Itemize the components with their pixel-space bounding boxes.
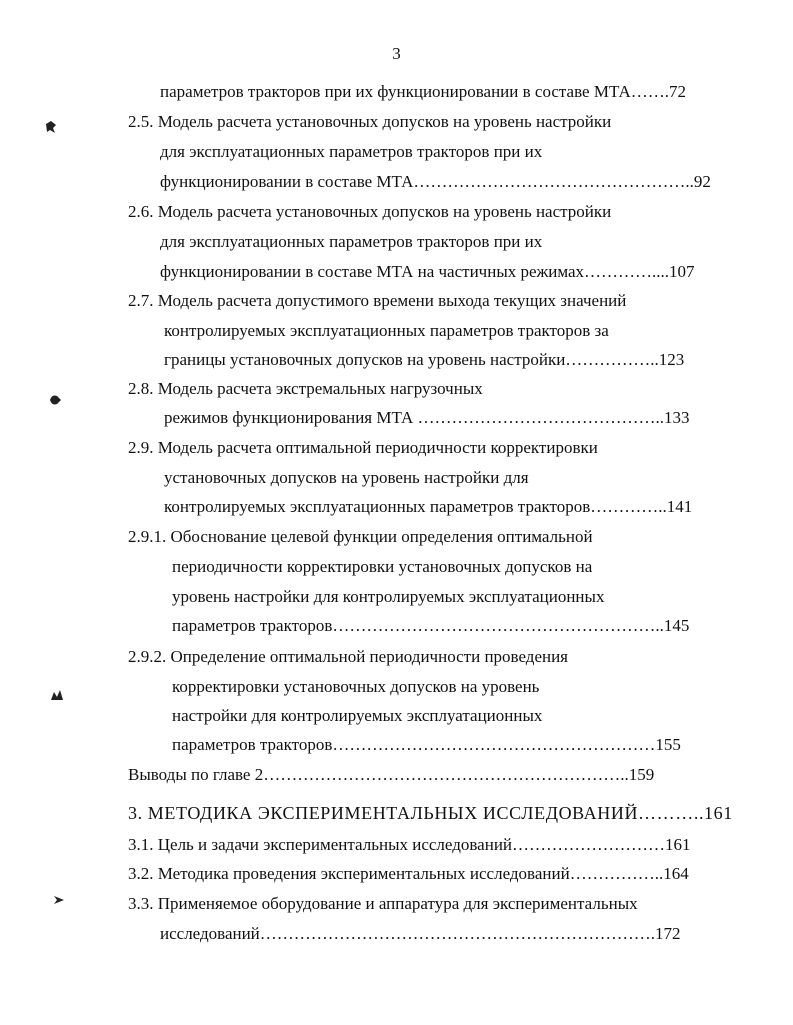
toc-entry-2-5: 2.5. Модель расчета установочных допусков на уровень настройки [128, 112, 612, 131]
toc-line: установочных допусков на уровень настройки для [164, 468, 529, 487]
toc-line: границы установочных допусков на уровень настройки……………..123 [164, 350, 685, 369]
toc-line: параметров тракторов при их функционировании в составе МТА…….72 [160, 82, 687, 101]
toc-line: корректировки установочных допусков на уровень [172, 677, 540, 696]
toc-entry-3-1: 3.1. Цель и задачи экспериментальных исследований………………………161 [128, 835, 691, 854]
toc-entry-3-2: 3.2. Методика проведения экспериментальных исследований……………..164 [128, 864, 689, 883]
toc-line: параметров тракторов…………………………………………………..145 [172, 616, 690, 635]
toc-line: функционировании в составе МТА…………………………………………..92 [160, 172, 711, 191]
toc-entry-2-6: 2.6. Модель расчета установочных допусков на уровень настройки [128, 202, 612, 221]
toc-line: параметров тракторов…………………………………………………155 [172, 735, 681, 754]
toc-entry-conclusions-2: Выводы по главе 2………………………………………………………..159 [128, 765, 655, 784]
toc-line: для эксплуатационных параметров тракторов при их [160, 232, 543, 251]
toc-line: режимов функционирования МТА ……………………………………..133 [164, 408, 690, 427]
toc-chapter-3-heading: 3. МЕТОДИКА ЭКСПЕРИМЕНТАЛЬНЫХ ИССЛЕДОВАНИЙ………..161 [128, 803, 733, 823]
toc-line: настройки для контролируемых эксплуатационных [172, 706, 543, 725]
scan-mark-icon [48, 393, 62, 407]
toc-entry-2-7: 2.7. Модель расчета допустимого времени выхода текущих значений [128, 291, 627, 310]
toc-line: исследований…………………………………………………………….172 [160, 924, 681, 943]
toc-entry-2-9: 2.9. Модель расчета оптимальной периодичности корректировки [128, 438, 598, 457]
scan-mark-icon [44, 120, 58, 134]
toc-line: функционировании в составе МТА на частичных режимах…………....107 [160, 262, 695, 281]
scan-mark-icon [50, 688, 64, 702]
toc-line: для эксплуатационных параметров тракторов при их [160, 142, 543, 161]
toc-line: контролируемых эксплуатационных параметров тракторов за [164, 321, 609, 340]
toc-line: контролируемых эксплуатационных параметров тракторов…………..141 [164, 497, 693, 516]
toc-entry-2-9-2: 2.9.2. Определение оптимальной периодичности проведения [128, 647, 568, 666]
toc-entry-2-8: 2.8. Модель расчета экстремальных нагрузочных [128, 379, 483, 398]
scan-mark-icon [52, 893, 66, 907]
toc-line: уровень настройки для контролируемых эксплуатационных [172, 587, 605, 606]
toc-entry-3-3: 3.3. Применяемое оборудование и аппаратура для экспериментальных [128, 894, 638, 913]
toc-line: периодичности корректировки установочных допусков на [172, 557, 593, 576]
toc-entry-2-9-1: 2.9.1. Обоснование целевой функции определения оптимальной [128, 527, 593, 546]
page-number: 3 [392, 44, 401, 63]
